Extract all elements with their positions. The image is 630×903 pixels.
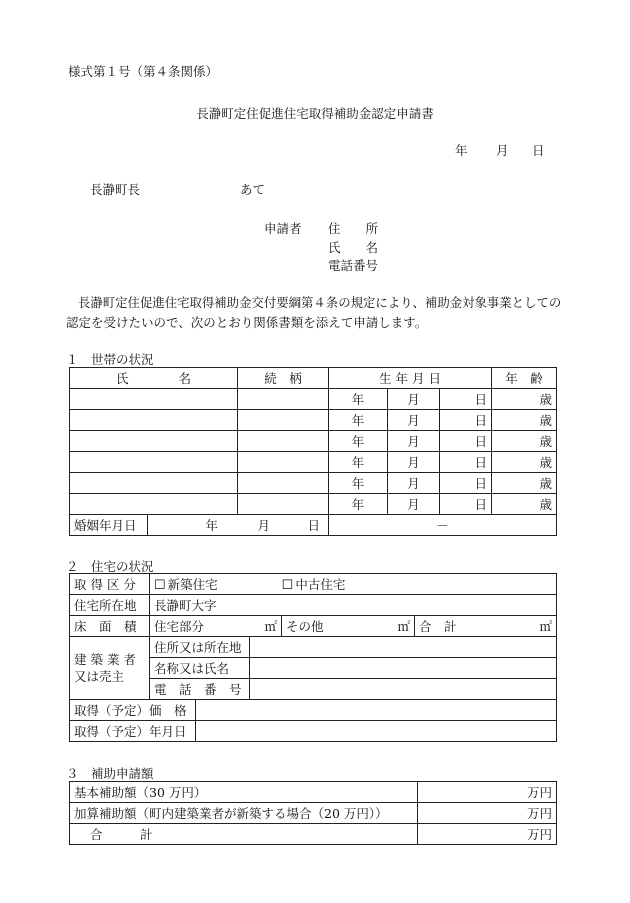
subsidy-basic-label: 基本補助額（30 万円） xyxy=(70,782,418,803)
housing-table xyxy=(69,573,557,742)
age-cell[interactable]: 歳 xyxy=(492,452,557,473)
birth-year[interactable]: 年 xyxy=(329,410,388,431)
builder-address-row xyxy=(70,637,557,658)
birth-year[interactable]: 年 xyxy=(329,494,388,515)
subsidy-basic-value[interactable]: 万円 xyxy=(418,782,557,803)
household-row xyxy=(70,494,557,515)
acq-date-label: 取得（予定）年月日 xyxy=(70,721,196,742)
subsidy-row xyxy=(70,803,557,824)
builder-label xyxy=(70,637,150,700)
location-row xyxy=(70,595,557,616)
birth-day[interactable]: 日 xyxy=(440,452,492,473)
birth-year[interactable]: 年 xyxy=(329,389,388,410)
marriage-month: 月 xyxy=(257,518,270,533)
member-name-cell[interactable] xyxy=(70,431,238,452)
marriage-day: 日 xyxy=(307,518,320,533)
intro-line-2: 認定を受けたいので、次のとおり関係書類を添えて申請します。 xyxy=(66,315,428,330)
section3-heading: ３ 補助申請額 xyxy=(66,766,154,781)
section1-heading: １ 世帯の状況 xyxy=(66,352,154,367)
addressee-name: 長瀞町長 xyxy=(90,182,141,197)
builder-address-label: 住所又は所在地 xyxy=(150,637,250,658)
marriage-label: 婚姻年月日 xyxy=(70,515,148,536)
price-row xyxy=(70,700,557,721)
subsidy-row xyxy=(70,782,557,803)
member-name-cell[interactable] xyxy=(70,410,238,431)
marriage-date-cell[interactable] xyxy=(148,515,329,536)
floor-area-total-unit: ㎡ xyxy=(539,619,553,634)
subsidy-row xyxy=(70,824,557,845)
location-label: 住宅所在地 xyxy=(70,595,150,616)
date-month: 月 xyxy=(496,143,509,158)
builder-name-label: 名称又は氏名 xyxy=(150,658,250,679)
acq-date-value[interactable] xyxy=(196,721,557,742)
age-cell[interactable]: 歳 xyxy=(492,410,557,431)
price-label: 取得（予定）価 格 xyxy=(70,700,196,721)
builder-label-line2: 又は売主 xyxy=(74,669,125,684)
price-value[interactable] xyxy=(196,700,557,721)
checkbox-used-icon[interactable]: ☐ xyxy=(281,578,294,593)
birth-month[interactable]: 月 xyxy=(388,473,440,494)
birth-month[interactable]: 月 xyxy=(388,494,440,515)
birth-month[interactable]: 月 xyxy=(388,389,440,410)
checkbox-new-icon[interactable]: ☐ xyxy=(154,578,166,593)
acquisition-type-options xyxy=(150,574,557,595)
member-name-cell[interactable] xyxy=(70,473,238,494)
floor-area-total-cell[interactable] xyxy=(415,616,557,637)
subsidy-additional-label: 加算補助額（町内建築業者が新築する場合（20 万円）） xyxy=(70,803,418,824)
member-name-cell[interactable] xyxy=(70,452,238,473)
intro-line-1: 長瀞町定住促進住宅取得補助金交付要綱第４条の規定により、補助金対象事業としての xyxy=(78,295,562,310)
header-relation: 続 柄 xyxy=(238,368,329,389)
age-cell[interactable]: 歳 xyxy=(492,389,557,410)
birth-month[interactable]: 月 xyxy=(388,410,440,431)
member-relation-cell[interactable] xyxy=(238,389,329,410)
floor-area-label: 床 面 積 xyxy=(70,616,150,637)
header-age: 年 齢 xyxy=(492,368,557,389)
acquisition-type-row xyxy=(70,574,557,595)
builder-phone-label: 電 話 番 号 xyxy=(150,679,250,700)
acq-date-row xyxy=(70,721,557,742)
age-cell[interactable]: 歳 xyxy=(492,473,557,494)
builder-label-line1: 建 築 業 者 xyxy=(74,652,136,667)
applicant-phone-label: 電話番号 xyxy=(328,258,379,273)
floor-area-other-unit: ㎡ xyxy=(397,619,410,634)
subsidy-additional-value[interactable]: 万円 xyxy=(418,803,557,824)
member-relation-cell[interactable] xyxy=(238,473,329,494)
member-relation-cell[interactable] xyxy=(238,494,329,515)
household-row xyxy=(70,452,557,473)
floor-area-housing-label: 住宅部分 xyxy=(154,619,205,634)
birth-month[interactable]: 月 xyxy=(388,431,440,452)
floor-area-housing-unit: ㎡ xyxy=(264,619,277,634)
option-new-label: 新築住宅 xyxy=(167,577,218,592)
floor-area-housing-cell[interactable] xyxy=(150,616,282,637)
builder-name-value[interactable] xyxy=(250,658,557,679)
marriage-year: 年 xyxy=(205,518,218,533)
floor-area-row xyxy=(70,616,557,637)
acquisition-type-label: 取 得 区 分 xyxy=(70,574,150,595)
subsidy-table xyxy=(69,781,557,845)
date-day: 日 xyxy=(532,143,545,158)
member-relation-cell[interactable] xyxy=(238,452,329,473)
member-name-cell[interactable] xyxy=(70,494,238,515)
header-name: 氏 名 xyxy=(70,368,238,389)
location-value[interactable]: 長瀞町大字 xyxy=(150,595,557,616)
household-header-row xyxy=(70,368,557,389)
age-cell[interactable]: 歳 xyxy=(492,494,557,515)
birth-year[interactable]: 年 xyxy=(329,431,388,452)
birth-year[interactable]: 年 xyxy=(329,452,388,473)
header-birth: 生 年 月 日 xyxy=(329,368,492,389)
applicant-address-label: 住 所 xyxy=(328,221,379,236)
birth-day[interactable]: 日 xyxy=(440,473,492,494)
age-cell[interactable]: 歳 xyxy=(492,431,557,452)
birth-day[interactable]: 日 xyxy=(440,410,492,431)
floor-area-other-cell[interactable] xyxy=(282,616,415,637)
birth-month[interactable]: 月 xyxy=(388,452,440,473)
section2-heading: ２ 住宅の状況 xyxy=(66,559,154,574)
member-relation-cell[interactable] xyxy=(238,431,329,452)
birth-day[interactable]: 日 xyxy=(440,494,492,515)
birth-year[interactable]: 年 xyxy=(329,473,388,494)
floor-area-other-label: その他 xyxy=(286,619,324,634)
member-name-cell[interactable] xyxy=(70,389,238,410)
floor-area-total-label: 合 計 xyxy=(419,619,457,634)
household-row xyxy=(70,410,557,431)
date-year: 年 xyxy=(455,143,468,158)
marriage-row xyxy=(70,515,557,536)
member-relation-cell[interactable] xyxy=(238,410,329,431)
household-row xyxy=(70,431,557,452)
birth-day[interactable]: 日 xyxy=(440,431,492,452)
applicant-label: 申請者 xyxy=(264,221,302,236)
birth-day[interactable]: 日 xyxy=(440,389,492,410)
builder-phone-value[interactable] xyxy=(250,679,557,700)
addressee-suffix: あて xyxy=(240,182,266,197)
page-title: 長瀞町定住促進住宅取得補助金認定申請書 xyxy=(196,106,434,121)
builder-address-value[interactable] xyxy=(250,637,557,658)
subsidy-total-value[interactable]: 万円 xyxy=(418,824,557,845)
subsidy-total-label: 合 計 xyxy=(70,824,418,845)
applicant-name-label: 氏 名 xyxy=(328,240,379,255)
household-row xyxy=(70,473,557,494)
household-row xyxy=(70,389,557,410)
household-table xyxy=(69,367,557,536)
option-used-label: 中古住宅 xyxy=(295,577,346,592)
form-number: 様式第１号（第４条関係） xyxy=(68,64,219,79)
marriage-dash: － xyxy=(329,515,557,536)
